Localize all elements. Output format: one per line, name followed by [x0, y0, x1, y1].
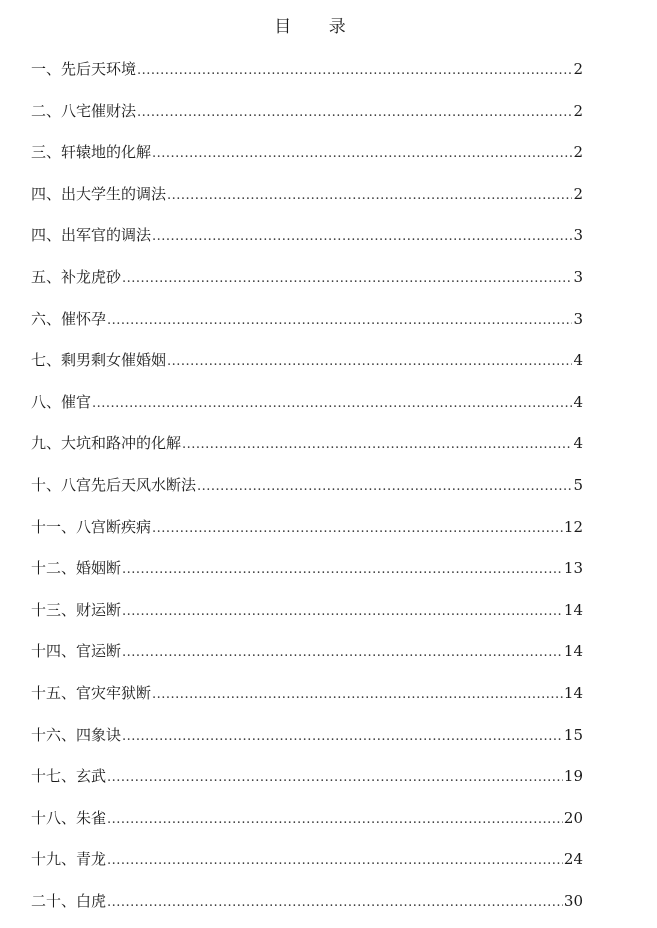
toc-entry-label: 二十、白虎	[31, 891, 107, 910]
dot-leader	[137, 99, 572, 127]
dot-leader	[152, 681, 563, 709]
toc-entry-page: 4	[573, 434, 583, 453]
toc-entry-label: 十、八宫先后天风水断法	[31, 475, 197, 494]
toc-entry[interactable]	[31, 97, 583, 139]
toc-entry-page: 5	[573, 475, 583, 494]
toc-entry-page: 12	[563, 517, 583, 536]
toc-entry-label: 七、剩男剩女催婚姻	[31, 351, 167, 370]
toc-entry-label: 八、催官	[31, 392, 92, 411]
dot-leader	[92, 390, 572, 418]
toc-entry-label: 十四、官运断	[31, 642, 122, 661]
dot-leader	[107, 806, 563, 834]
toc-entry-label: 十二、婚姻断	[31, 559, 122, 578]
toc-entry[interactable]	[31, 679, 583, 721]
toc-entry[interactable]	[31, 887, 583, 928]
dot-leader	[122, 723, 563, 751]
toc-entry[interactable]	[31, 429, 583, 471]
toc-entry[interactable]	[31, 263, 583, 305]
toc-entry-page: 14	[563, 642, 583, 661]
toc-entry-page: 2	[573, 143, 583, 162]
toc-entry-page: 13	[563, 559, 583, 578]
dot-leader	[122, 639, 563, 667]
toc-entry-page: 3	[573, 267, 583, 286]
dot-leader	[107, 889, 563, 917]
dot-leader	[182, 431, 572, 459]
toc-entry[interactable]	[31, 180, 583, 222]
dot-leader	[152, 515, 563, 543]
toc-entry-page: 19	[563, 767, 583, 786]
toc-entry-page: 2	[573, 184, 583, 203]
toc-entry-page: 4	[573, 392, 583, 411]
toc-entry-label: 十三、财运断	[31, 600, 122, 619]
toc-entry-page: 3	[573, 309, 583, 328]
toc-entry-page: 15	[563, 725, 583, 744]
toc-entry-page: 4	[573, 351, 583, 370]
toc-entry-label: 十七、玄武	[31, 767, 107, 786]
toc-entry[interactable]	[31, 596, 583, 638]
toc-entry[interactable]	[31, 388, 583, 430]
toc-entry-page: 20	[563, 808, 583, 827]
toc-entry[interactable]	[31, 221, 583, 263]
toc-entry-page: 24	[563, 850, 583, 869]
toc-entry-label: 十五、官灾牢狱断	[31, 683, 152, 702]
toc-entry[interactable]	[31, 346, 583, 388]
toc-entry-page: 14	[563, 683, 583, 702]
toc-entry-label: 五、补龙虎砂	[31, 267, 122, 286]
toc-entry[interactable]	[31, 305, 583, 347]
toc-list	[31, 55, 583, 928]
toc-entry-label: 四、出大学生的调法	[31, 184, 167, 203]
dot-leader	[167, 182, 572, 210]
toc-entry-label: 九、大坑和路冲的化解	[31, 434, 182, 453]
toc-entry-label: 十一、八宫断疾病	[31, 517, 152, 536]
toc-entry[interactable]	[31, 138, 583, 180]
toc-entry-label: 二、八宅催财法	[31, 101, 137, 120]
toc-entry-label: 一、先后天环境	[31, 60, 137, 78]
dot-leader	[122, 556, 563, 584]
toc-entry[interactable]	[31, 845, 583, 887]
toc-entry-page: 14	[563, 600, 583, 619]
dot-leader	[107, 307, 572, 335]
dot-leader	[152, 223, 572, 251]
toc-entry-label: 十九、青龙	[31, 850, 107, 869]
dot-leader	[137, 57, 572, 85]
dot-leader	[107, 847, 563, 875]
toc-entry[interactable]	[31, 554, 583, 596]
toc-entry[interactable]	[31, 55, 583, 97]
toc-entry[interactable]	[31, 471, 583, 513]
dot-leader	[107, 764, 563, 792]
toc-entry[interactable]	[31, 513, 583, 555]
toc-entry-page: 3	[573, 226, 583, 245]
toc-entry[interactable]	[31, 637, 583, 679]
dot-leader	[122, 598, 563, 626]
toc-entry-label: 四、出军官的调法	[31, 226, 152, 245]
dot-leader	[152, 140, 572, 168]
toc-title: 目 录	[274, 17, 362, 37]
dot-leader	[122, 265, 572, 293]
toc-entry[interactable]	[31, 721, 583, 763]
toc-entry-label: 三、轩辕地的化解	[31, 143, 152, 162]
toc-entry-label: 六、催怀孕	[31, 309, 107, 328]
toc-entry-page: 2	[573, 60, 583, 78]
toc-entry-label: 十八、朱雀	[31, 808, 107, 827]
dot-leader	[167, 348, 572, 376]
toc-entry-page: 2	[573, 101, 583, 120]
toc-entry-label: 十六、四象诀	[31, 725, 122, 744]
toc-entry[interactable]	[31, 762, 583, 804]
dot-leader	[197, 473, 572, 501]
toc-entry[interactable]	[31, 804, 583, 846]
toc-entry-page: 30	[563, 891, 583, 910]
